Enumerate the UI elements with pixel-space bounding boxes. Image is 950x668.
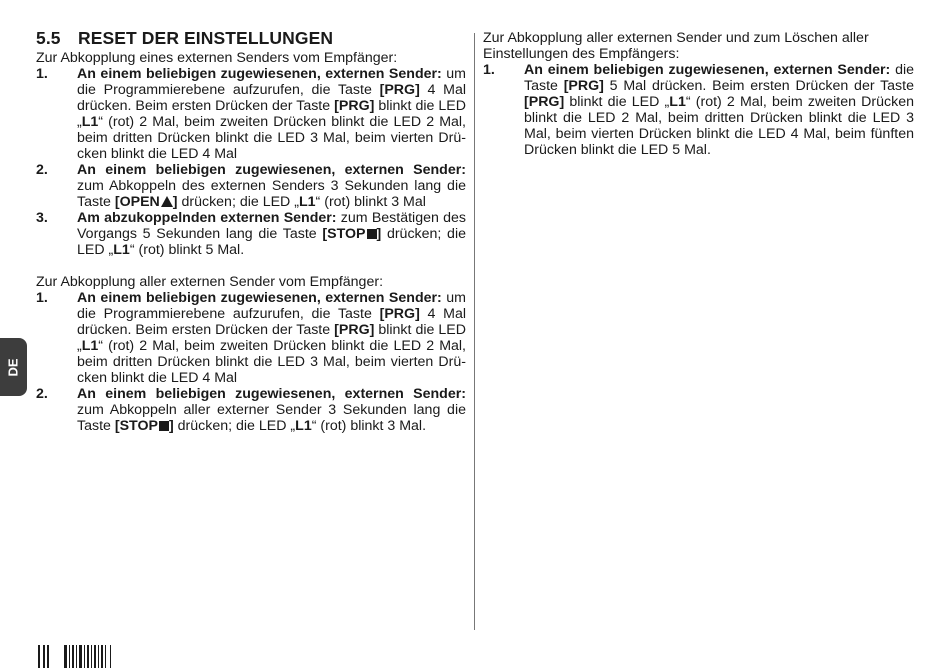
block3-intro: Zur Abkopplung aller externen Sender und zum Löschen aller Einstellungen des Empfängers:: [483, 30, 869, 62]
key-label-end: ]: [168, 418, 174, 434]
list-item: [483, 62, 914, 158]
barcode-icon: [38, 645, 118, 668]
block1-steps: [36, 66, 466, 258]
black-square-icon: [367, 229, 377, 239]
left-column: [36, 28, 466, 434]
step-text: “ (rot) blinkt 5 Mal.: [129, 242, 245, 258]
step-text: zum Bestätigen des Vorgangs 5 Sekunden lang die Taste: [77, 210, 466, 242]
section-heading: [36, 28, 466, 48]
step-lead: An einem beliebigen zugewiesenen, externen Sender:: [77, 386, 466, 402]
step-text: drücken; die LED „: [177, 194, 299, 210]
key-label-end: ]: [172, 194, 178, 210]
step-text: um die Programmierebene aufzurufen, die Taste: [77, 66, 466, 98]
led-label: L1: [81, 338, 99, 354]
step-text: “ (rot) 2 Mal, beim zweiten Drücken blinkt die LED 2 Mal, beim dritten Drücken blinkt die LED 3 Mal, beim vierten Drücken blinkt die LED 4 Mal: [77, 114, 466, 162]
step-number: 3.: [36, 210, 48, 226]
key-label: [STOP: [322, 226, 366, 242]
key-label: [PRG]: [524, 94, 565, 110]
led-label: L1: [81, 114, 99, 130]
led-label: L1: [295, 418, 312, 434]
step-lead: An einem beliebigen zugewiesenen, externen Sender:: [77, 66, 442, 82]
language-tab: [0, 338, 27, 396]
key-label: [PRG]: [379, 82, 420, 98]
list-item: [36, 290, 466, 386]
step-text: “ (rot) blinkt 3 Mal: [315, 194, 426, 210]
step-number: 1.: [36, 66, 48, 82]
step-text: “ (rot) 2 Mal, beim zweiten Drücken blinkt die LED 2 Mal, beim dritten Drücken blinkt die LED 3 Mal, beim vierten Drücken blinkt die LED 4 Mal, beim fünften Drücken blinkt die LED 5 Mal.: [524, 94, 914, 158]
section-number: 5.5: [36, 28, 61, 48]
step-text: 5 Mal drücken. Beim ersten Drücken der Taste: [603, 78, 914, 94]
right-column: [483, 30, 914, 158]
triangle-up-icon: [161, 196, 173, 207]
step-lead: An einem beliebigen zugewiesenen, externen Sender:: [77, 290, 442, 306]
key-label: [PRG]: [563, 78, 604, 94]
block3-steps: [483, 62, 914, 158]
key-label: [PRG]: [334, 98, 375, 114]
step-number: 1.: [36, 290, 48, 306]
language-tab-label: DE: [6, 357, 21, 377]
step-text: um die Programmierebene aufzurufen, die Taste: [77, 290, 466, 322]
step-text: zum Abkoppeln des externen Senders 3 Sekunden lang die Taste: [77, 178, 466, 210]
step-text: 4 Mal drücken. Beim ersten Drücken der Taste: [77, 82, 467, 114]
step-text: blinkt die LED „: [77, 322, 466, 354]
step-number: 2.: [36, 162, 48, 178]
step-text: drücken; die LED „: [173, 418, 296, 434]
key-label: [OPEN: [114, 194, 160, 210]
step-text: zum Abkoppeln aller externer Sender 3 Sekunden lang die Taste: [77, 402, 466, 434]
step-text: die Taste: [524, 62, 914, 94]
step-text: 4 Mal drücken. Beim ersten Drücken der Taste: [77, 306, 467, 338]
section-title: RESET DER EINSTELLUNGEN: [78, 28, 334, 48]
step-text: drücken; die LED „: [77, 226, 466, 258]
column-divider: [474, 33, 475, 630]
list-item: [36, 162, 466, 210]
black-square-icon: [159, 421, 169, 431]
step-lead: An einem beliebigen zugewiesenen, externen Sender:: [77, 162, 466, 178]
step-lead: Am abzukoppelnden externen Sender:: [77, 210, 337, 226]
step-lead: An einem beliebigen zugewiesenen, externen Sender:: [524, 62, 891, 78]
key-label: [PRG]: [379, 306, 420, 322]
key-label: [STOP: [114, 418, 158, 434]
step-text: “ (rot) blinkt 3 Mal.: [311, 418, 427, 434]
key-label: [PRG]: [334, 322, 375, 338]
block2-steps: [36, 290, 466, 434]
step-text: blinkt die LED „: [564, 94, 670, 110]
step-text: blinkt die LED „: [77, 98, 466, 130]
led-label: L1: [669, 94, 686, 110]
step-text: “ (rot) 2 Mal, beim zweiten Drücken blinkt die LED 2 Mal, beim dritten Drücken blinkt die LED 3 Mal, beim vierten Drücken blinkt die LED 4 Mal: [77, 338, 466, 386]
list-item: [36, 66, 466, 162]
step-number: 1.: [483, 62, 495, 78]
led-label: L1: [113, 242, 130, 258]
list-item: [36, 386, 466, 434]
step-number: 2.: [36, 386, 48, 402]
key-label-end: ]: [376, 226, 382, 242]
list-item: [36, 210, 466, 258]
block1-intro: Zur Abkopplung eines externen Senders vom Empfänger:: [36, 50, 398, 66]
block2-intro: Zur Abkopplung aller externen Sender vom Empfänger:: [36, 274, 384, 290]
led-label: L1: [298, 194, 316, 210]
